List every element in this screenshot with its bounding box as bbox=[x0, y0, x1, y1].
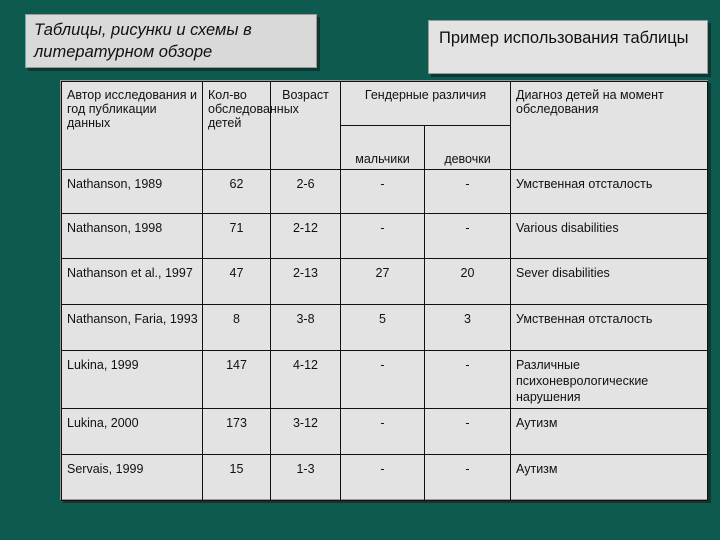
cell-boys: - bbox=[341, 409, 425, 455]
cell-girls: - bbox=[425, 351, 511, 409]
header-author: Автор исследования и год публикации данных bbox=[62, 82, 203, 170]
header-gender: Гендерные различия bbox=[341, 82, 511, 126]
cell-count: 8 bbox=[203, 305, 271, 351]
cell-boys: - bbox=[341, 170, 425, 214]
cell-diagnosis: Различные психоневрологические нарушения bbox=[511, 351, 708, 409]
cell-age: 4-12 bbox=[271, 351, 341, 409]
cell-age: 2-6 bbox=[271, 170, 341, 214]
cell-author: Nathanson, Faria, 1993 bbox=[62, 305, 203, 351]
data-table bbox=[61, 81, 708, 501]
cell-girls: 20 bbox=[425, 259, 511, 305]
cell-author: Nathanson et al., 1997 bbox=[62, 259, 203, 305]
cell-girls: - bbox=[425, 214, 511, 259]
table-row bbox=[62, 170, 708, 214]
cell-diagnosis: Аутизм bbox=[511, 455, 708, 501]
cell-age: 3-8 bbox=[271, 305, 341, 351]
cell-count: 71 bbox=[203, 214, 271, 259]
slide-title-left: Таблицы, рисунки и схемы в литературном обзоре bbox=[34, 21, 252, 61]
header-count: Кол-во обследованных детей bbox=[203, 82, 271, 170]
cell-diagnosis: Аутизм bbox=[511, 409, 708, 455]
table-row bbox=[62, 214, 708, 259]
cell-author: Lukina, 2000 bbox=[62, 409, 203, 455]
cell-age: 3-12 bbox=[271, 409, 341, 455]
table-row bbox=[62, 409, 708, 455]
cell-author: Nathanson, 1989 bbox=[62, 170, 203, 214]
title-right-box bbox=[428, 20, 708, 74]
table-row bbox=[62, 259, 708, 305]
cell-count: 15 bbox=[203, 455, 271, 501]
cell-age: 2-13 bbox=[271, 259, 341, 305]
table-row bbox=[62, 455, 708, 501]
cell-count: 62 bbox=[203, 170, 271, 214]
table-panel bbox=[60, 80, 708, 500]
cell-author: Nathanson, 1998 bbox=[62, 214, 203, 259]
cell-age: 1-3 bbox=[271, 455, 341, 501]
table-row bbox=[62, 305, 708, 351]
cell-girls: - bbox=[425, 409, 511, 455]
cell-diagnosis: Sever disabilities bbox=[511, 259, 708, 305]
cell-boys: - bbox=[341, 351, 425, 409]
table-row bbox=[62, 351, 708, 409]
cell-boys: - bbox=[341, 455, 425, 501]
slide-title-right: Пример использования таблицы bbox=[439, 29, 689, 47]
cell-girls: 3 bbox=[425, 305, 511, 351]
cell-girls: - bbox=[425, 455, 511, 501]
cell-diagnosis: Various disabilities bbox=[511, 214, 708, 259]
cell-boys: 27 bbox=[341, 259, 425, 305]
header-diagnosis: Диагноз детей на момент обследования bbox=[511, 82, 708, 170]
cell-boys: 5 bbox=[341, 305, 425, 351]
cell-diagnosis: Умственная отсталость bbox=[511, 170, 708, 214]
header-girls: девочки bbox=[425, 126, 511, 170]
cell-age: 2-12 bbox=[271, 214, 341, 259]
cell-author: Servais, 1999 bbox=[62, 455, 203, 501]
cell-count: 173 bbox=[203, 409, 271, 455]
cell-boys: - bbox=[341, 214, 425, 259]
header-age: Возраст bbox=[271, 82, 341, 170]
header-boys: мальчики bbox=[341, 126, 425, 170]
cell-author: Lukina, 1999 bbox=[62, 351, 203, 409]
title-left-box bbox=[25, 14, 317, 68]
cell-count: 47 bbox=[203, 259, 271, 305]
cell-diagnosis: Умственная отсталость bbox=[511, 305, 708, 351]
cell-count: 147 bbox=[203, 351, 271, 409]
cell-girls: - bbox=[425, 170, 511, 214]
